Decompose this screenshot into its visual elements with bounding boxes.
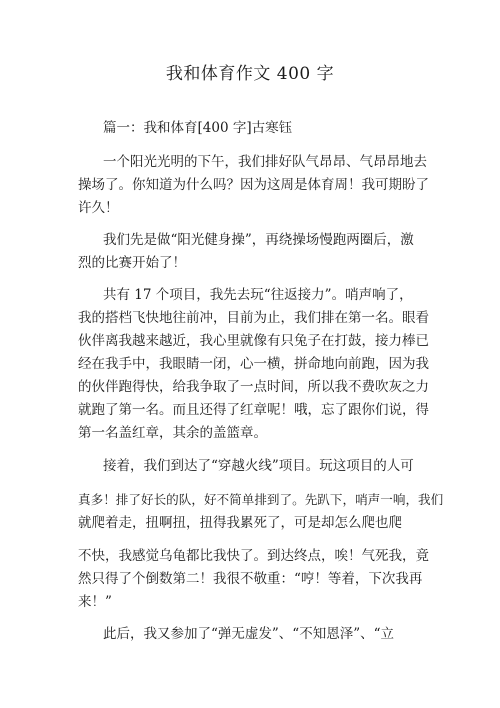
- paragraph-3-line-6: 就跑了第一名。而且还得了红章呢！哦，忘了跟你们说，得: [78, 402, 429, 418]
- paragraph-4-line-2: 真多！排了好长的队，好不简单排到了。先趴下，哨声一响，我们: [78, 492, 444, 507]
- paragraph-3-line-2: 我的搭档飞快地往前冲，目前为止，我们排在第一名。眼看: [78, 310, 429, 326]
- document-subtitle: 篇一：我和体育[400 字]古寒钰: [103, 120, 293, 136]
- paragraph-3-line-1: 共有 17 个项目，我先去玩“往返接力”。哨声响了，: [103, 287, 413, 303]
- paragraph-4-line-5: 然只得了个倒数第二！我很不敬重：“哼！等着，下次我再: [78, 571, 423, 587]
- paragraph-1-line-2: 操场了。你知道为什么吗？因为这周是体育周！我可期盼了: [78, 177, 429, 193]
- paragraph-2-line-2: 烈的比赛开始了！: [78, 255, 186, 271]
- paragraph-3-line-3: 伙伴离我越来越近，我心里就像有只兔子在打鼓，接力棒已: [78, 333, 429, 349]
- paragraph-3-line-4: 经在我手中，我眼睛一闭，心一横，拼命地向前跑，因为我: [78, 356, 429, 372]
- paragraph-4-line-4: 不快，我感觉乌龟都比我快了。到达终点，唉！气死我，竟: [78, 548, 429, 564]
- paragraph-4-line-1: 接着，我们到达了“穿越火线”项目。玩这项目的人可: [103, 458, 414, 474]
- paragraph-3-line-5: 的伙伴跑得快，给我争取了一点时间，所以我不费吹灰之力: [78, 379, 429, 395]
- paragraph-3-line-7: 第一名盖红章，其余的盖篮章。: [78, 425, 267, 441]
- paragraph-4-line-6: 来！”: [78, 594, 112, 610]
- paragraph-2-line-1: 我们先是做“阳光健身操”，再绕操场慢跑两圈后，激: [103, 232, 414, 248]
- paragraph-4-line-3: 就爬着走，扭啊扭，扭得我累死了，可是却怎么爬也爬: [78, 515, 402, 531]
- paragraph-5-line-1: 此后，我又参加了“弹无虚发”、“不知恩泽”、“立: [103, 626, 395, 642]
- paragraph-1-line-1: 一个阳光光明的下午，我们排好队气昂昂、气昂昂地去: [103, 154, 427, 170]
- paragraph-1-line-3: 许久！: [78, 200, 119, 216]
- document-title: 我和体育作文 400 字: [165, 64, 335, 84]
